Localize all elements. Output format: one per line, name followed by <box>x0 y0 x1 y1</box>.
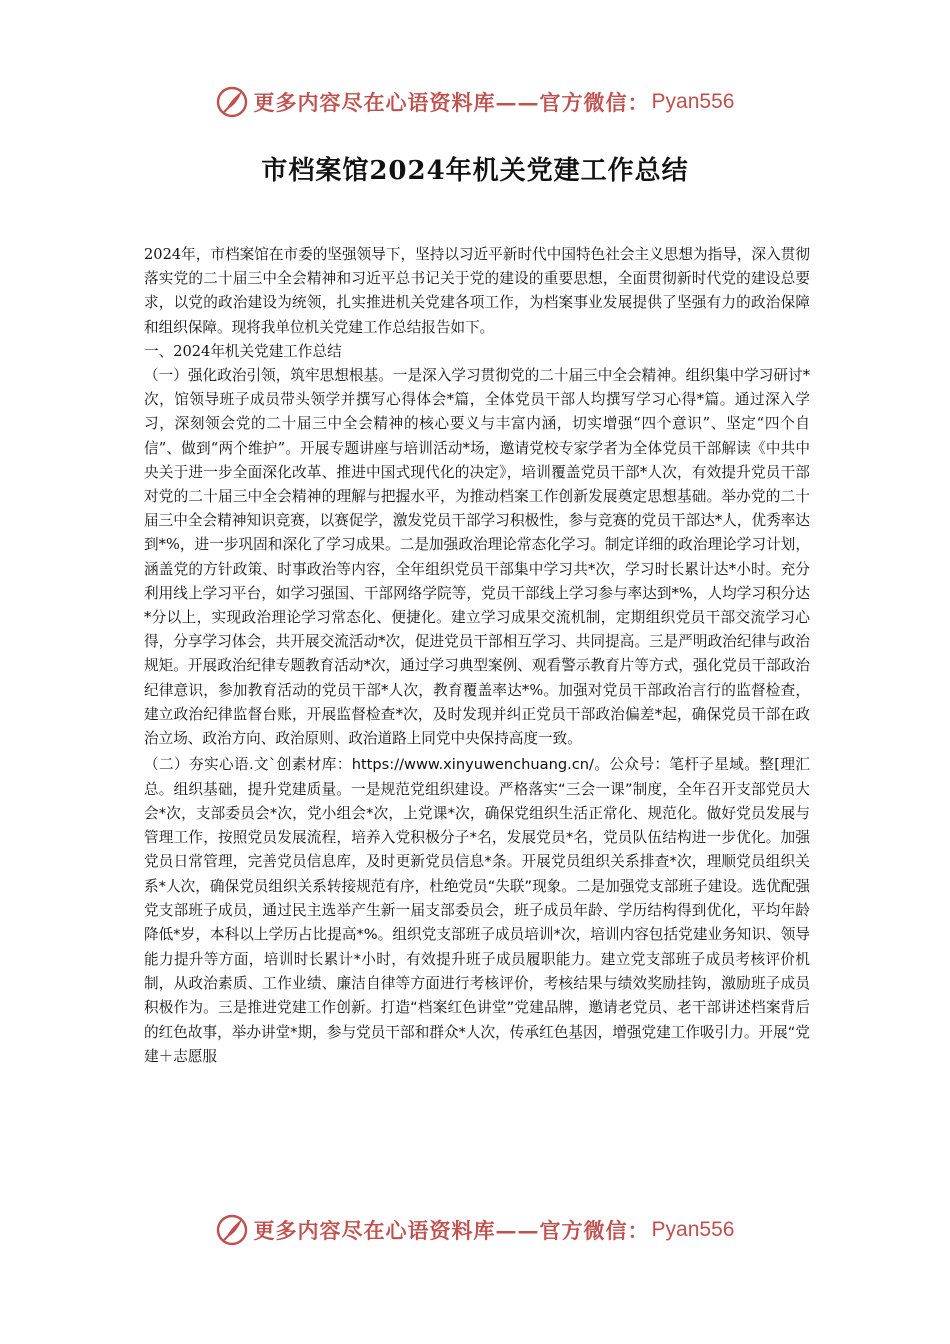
section-heading: 一、2024年机关党建工作总结 <box>144 342 342 360</box>
page-title: 市档案馆2024年机关党建工作总结 <box>261 156 689 186</box>
section1-paragraph: （一）强化政治引领，筑牢思想根基。一是深入学习贯彻党的二十届三中全会精神。组织集中学习研讨*次，馆领导班子成员带头领学并撰写心得体会*篇，全体党员干部人均撰写学习心得*篇。通过深入学习，深刻领会党的二十届三中全会精神的核心要义与丰富内涵，切实增强“四个意识”、坚定“四个自信”、做到“两个维护”。开展专题讲座与培训活动*场，邀请党校专家学者为全体党员干部解读《中共中央关于进一步全面深化改革、推进中国式现代化的决定》，培训覆盖党员干部*人次，有效提升党员干部对党的二十届三中全会精神的理解与把握水平，为推动档案工作创新发展奠定思想基础。举办党的二十届三中全会精神知识竞赛，以赛促学，激发党员干部学习积极性，参与竞赛的党员干部达*人，优秀率达到*%，进一步巩固和深化了学习成果。二是加强政治理论常态化学习。制定详细的政治理论学习计划，涵盖党的方针政策、时事政治等内容，全年组织党员干部集中学习共*次，学习时长累计达*小时。充分利用线上学习平台，如学习强国、干部网络学院等，党员干部线上学习参与率达到*%，人均学习积分达*分以上，实现政治理论学习常态化、便捷化。建立学习成果交流机制，定期组织党员干部交流学习心得，分享学习体会，共开展交流活动*次，促进党员干部相互学习、共同提高。三是严明政治纪律与政治规矩。开展政治纪律专题教育活动*次，通过学习典型案例、观看警示教育片等方式，强化党员干部政治纪律意识，参加教育活动的党员干部*人次，教育覆盖率达*%。加强对党员干部政治言行的监督检查，建立政治纪律监督台账，开展监督检查*次，及时发现并纠正党员干部政治偏差*起，确保党员干部在政治立场、政治方向、政治原则、政治道路上同党中央保持高度一致。 <box>144 367 810 748</box>
watermark-header <box>0 84 950 120</box>
watermark-slogan: 更多内容尽在心语资料库——官方微信： <box>253 1218 650 1243</box>
intro-paragraph: 2024年，市档案馆在市委的坚强领导下，坚持以习近平新时代中国特色社会主义思想为指导，深入贯彻落实党的二十届三中全会精神和习近平总书记关于党的建设的重要思想，全面贯彻新时代党的建设总要求，以党的政治建设为统领，扎实推进机关党建各项工作，为档案事业发展提供了坚强有力的政治保障和组织保障。现将我单位机关党建工作总结报告如下。 <box>144 246 810 336</box>
watermark-wechat-id: Pyan556 <box>651 1218 735 1241</box>
watermark-slogan: 更多内容尽在心语资料库——官方微信： <box>253 90 650 115</box>
document-body <box>144 243 810 1069</box>
section2-paragraph: （二）夯实心语.文`创素材库：https://www.xinyuwenchuang.cn/。公众号：笔杆子星域。整[理汇总。组织基础，提升党建质量。一是规范党组织建设。严格落实“三会一课”制度，全年召开支部党员大会*次，支部委员会*次，党小组会*次，上党课*次，确保党组织生活正常化、规范化。做好党员发展与管理工作，按照党员发展流程，培养入党积极分子*名，发展党员*名，党员队伍结构进一步优化。加强党员日常管理，完善党员信息库，及时更新党员信息*条。开展党员组织关系排查*次，理顺党员组织关系*人次，确保党员组织关系转接规范有序，杜绝党员“失联”现象。二是加强党支部班子建设。选优配强党支部班子成员，通过民主选举产生新一届支部委员会，班子成员年龄、学历结构得到优化，平均年龄降低*岁，本科以上学历占比提高*%。组织党支部班子成员培训*次，培训内容包括党建业务知识、领导能力提升等方面，培训时长累计*小时，有效提升班子成员履职能力。建立党支部班子成员考核评价机制，从政治素质、工作业绩、廉洁自律等方面进行考核评价，考核结果与绩效奖励挂钩，激励班子成员积极作为。三是推进党建工作创新。打造“档案红色讲堂”党建品牌，邀请老党员、老干部讲述档案背后的红色故事，举办讲堂*期，参与党员干部和群众*人次，传承红色基因，增强党建工作吸引力。开展“党建＋志愿服 <box>144 756 810 1065</box>
watermark-footer <box>0 1212 950 1248</box>
watermark-wechat-id: Pyan556 <box>651 90 735 113</box>
quill-logo-icon <box>216 86 248 118</box>
quill-logo-icon <box>216 1214 248 1246</box>
